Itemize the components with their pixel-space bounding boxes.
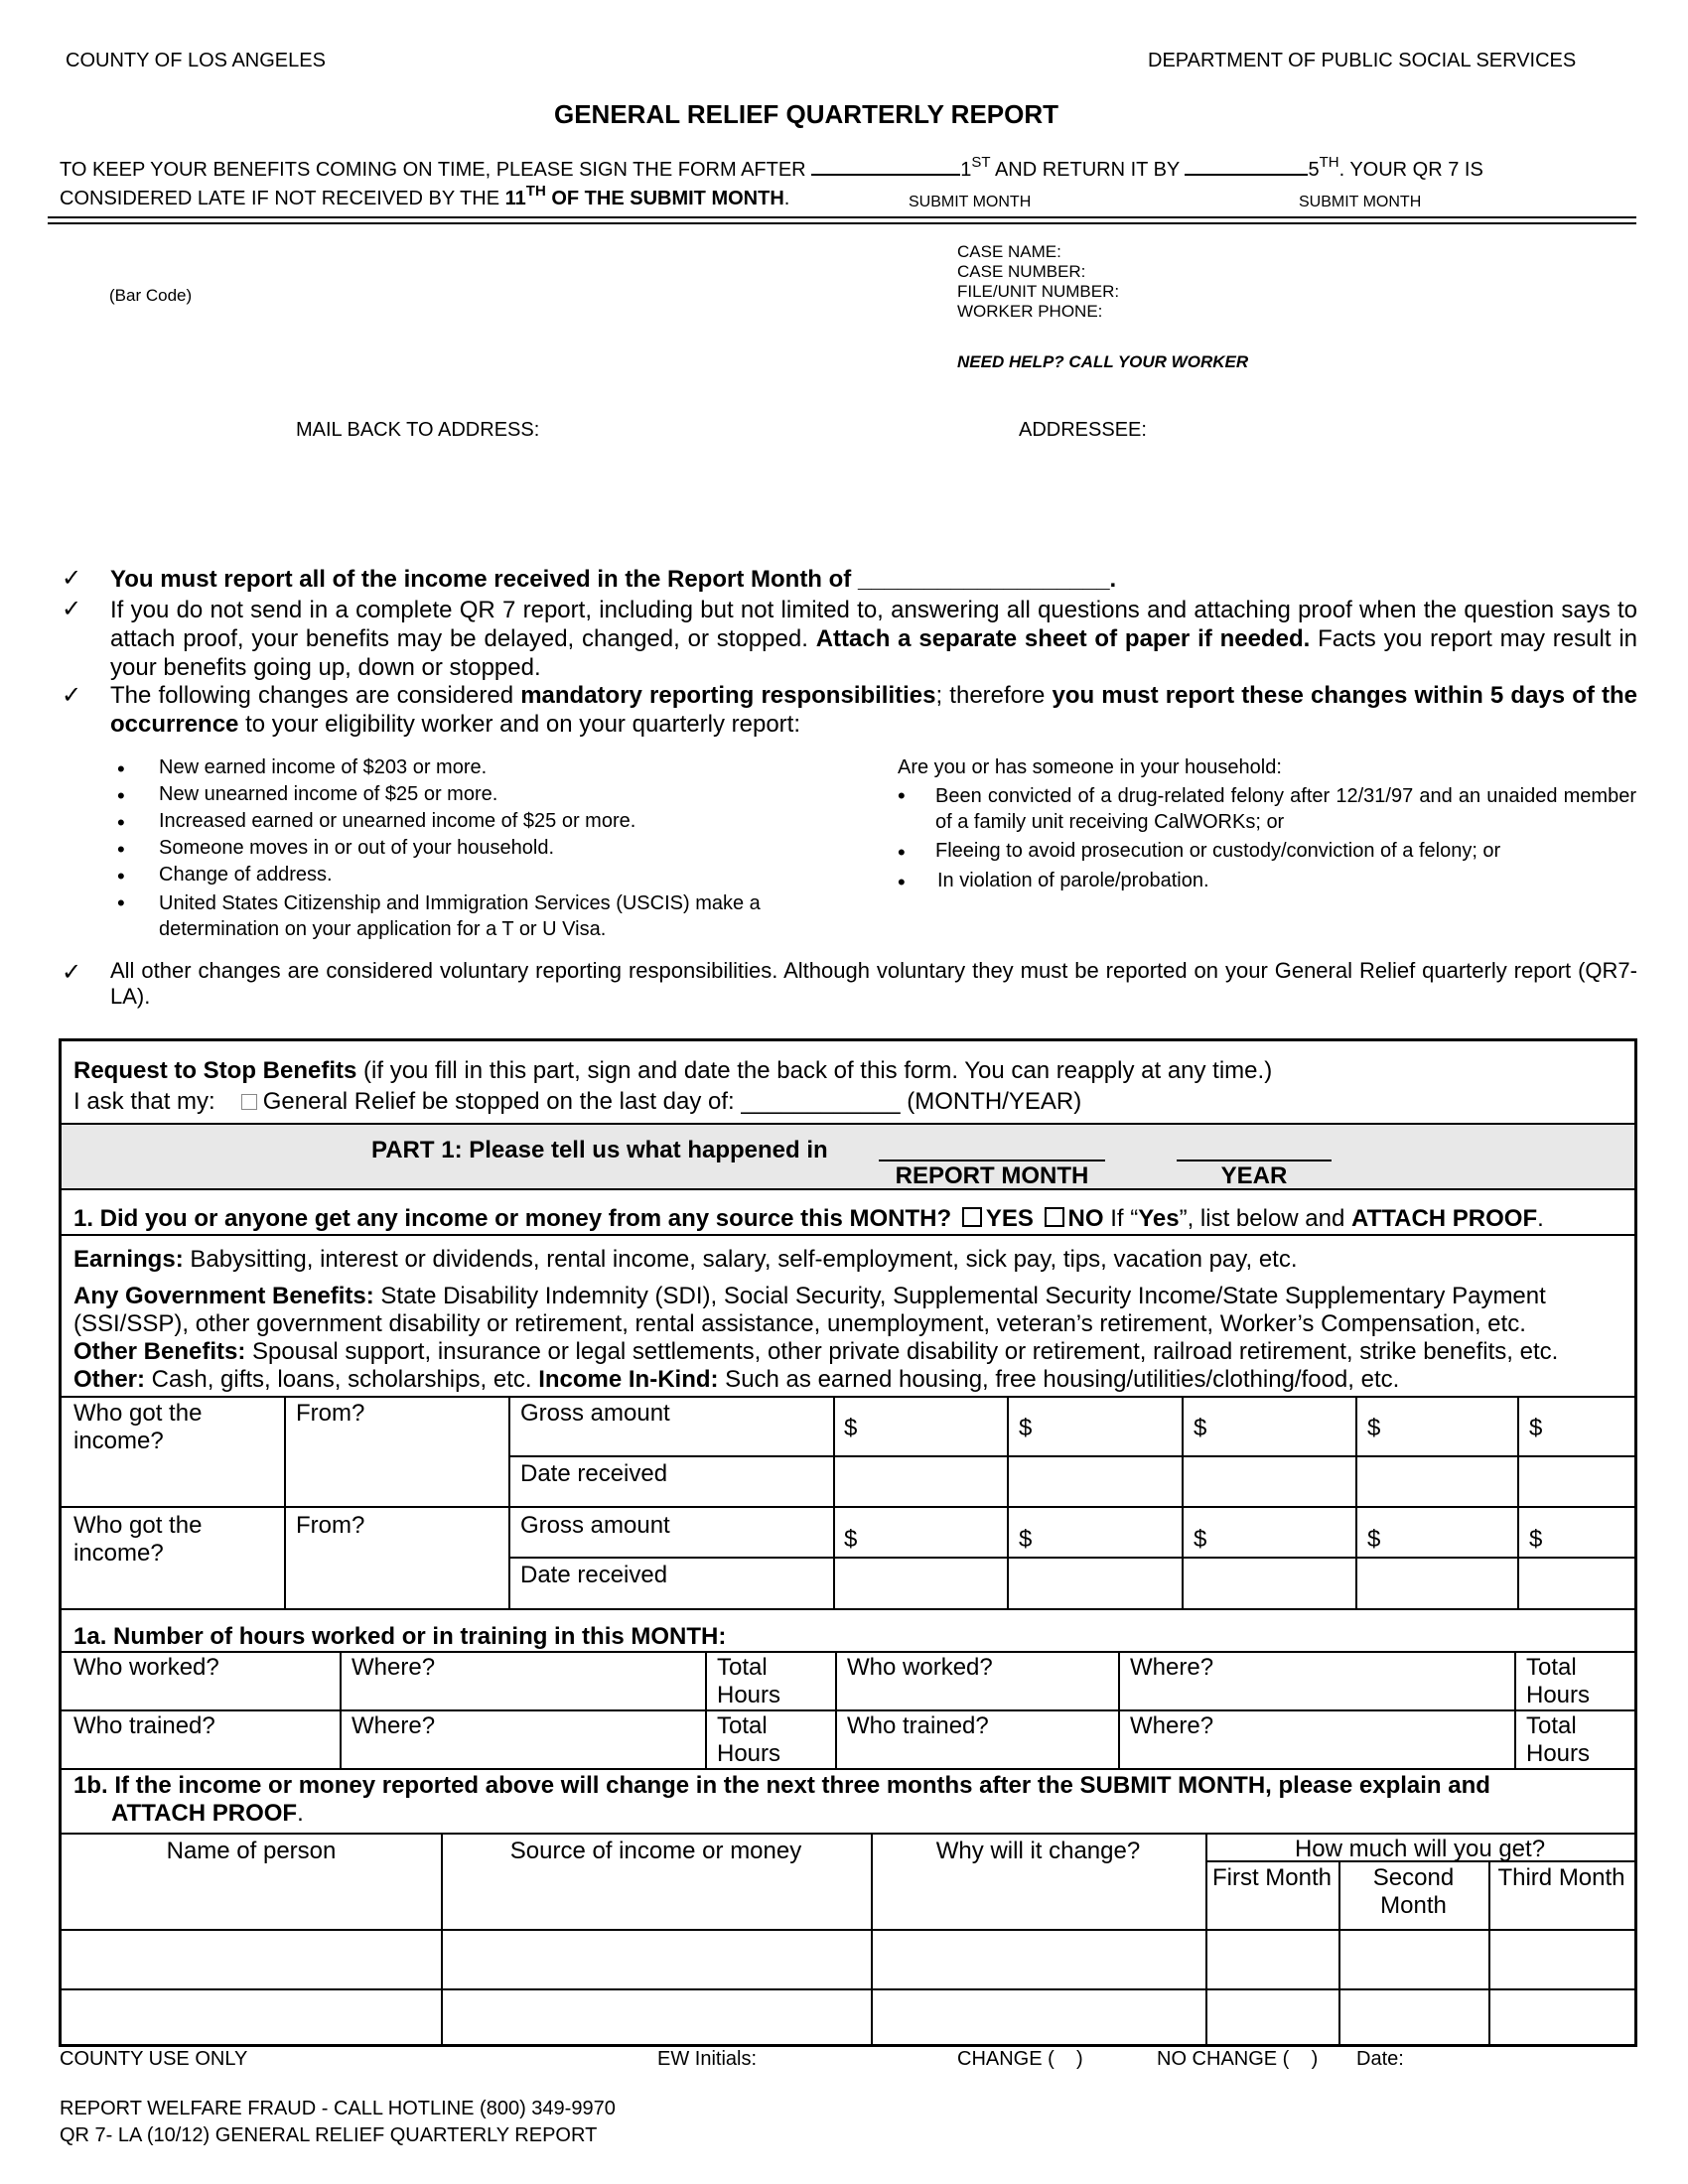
bar-code: (Bar Code): [109, 286, 193, 305]
third-month-header: Third Month: [1497, 1864, 1625, 1891]
dollar-sign[interactable]: $: [1019, 1415, 1033, 1441]
worker-phone-label: WORKER PHONE:: [957, 302, 1103, 321]
check-icon: ✓: [62, 682, 82, 709]
bullet-icon: •: [117, 837, 125, 862]
dollar-sign[interactable]: $: [1529, 1526, 1543, 1553]
question-1b: 1b. If the income or money reported above will change in the next three months after the SUBMIT MONTH, please explain and: [73, 1772, 1490, 1799]
total-hours-label: Total Hours: [1526, 1654, 1591, 1708]
submit-month-label-1: SUBMIT MONTH: [909, 194, 1032, 210]
first-month-header: First Month: [1211, 1864, 1333, 1891]
submit-month-label-2: SUBMIT MONTH: [1299, 194, 1422, 210]
date-received-label: Date received: [520, 1460, 668, 1487]
no-checkbox[interactable]: [1045, 1207, 1064, 1227]
dollar-sign[interactable]: $: [844, 1526, 858, 1553]
stop-benefits-request: I ask that my: General Relief be stopped on the last day of: ____________ (MONTH/YEAR): [73, 1088, 1082, 1115]
dollar-sign[interactable]: $: [1367, 1526, 1381, 1553]
source-header: Source of income or money: [509, 1838, 802, 1864]
keep-line: TO KEEP YOUR BENEFITS COMING ON TIME, PLEASE SIGN THE FORM AFTER 1ST AND RETURN IT BY 5TH. YOUR QR 7 IS: [60, 154, 1483, 181]
list-item: In violation of parole/probation.: [937, 870, 1209, 891]
no-change-checkbox[interactable]: NO CHANGE ( ): [1157, 2048, 1319, 2070]
check-icon: ✓: [62, 596, 82, 622]
who-trained-label: Who trained?: [847, 1712, 989, 1739]
page-title: GENERAL RELIEF QUARTERLY REPORT: [553, 99, 1059, 129]
form-id: QR 7- LA (10/12) GENERAL RELIEF QUARTERLY REPORT: [60, 2124, 598, 2146]
report-month-line[interactable]: [879, 1160, 1105, 1161]
earnings-text: Earnings: Babysitting, interest or dividends, rental income, salary, self-employment, sick pay, tips, vacation pay, etc.: [73, 1246, 1298, 1273]
total-hours-label: Total Hours: [717, 1712, 781, 1767]
government-benefits-text: Any Government Benefits: State Disability Indemnity (SDI), Social Security, Supplemental Security Income/State Supplementary Payment (SSI/SSP), other government disability or retirement, rental assistance, unemployment, veteran’s retirement, Worker’s Compensation, etc.: [73, 1283, 1546, 1337]
check-icon: ✓: [62, 959, 82, 986]
list-item: New unearned income of $25 or more.: [159, 783, 498, 805]
ew-initials-label: EW Initials:: [657, 2048, 758, 2070]
addressee-label: ADDRESSEE:: [1019, 419, 1147, 441]
dollar-sign[interactable]: $: [1529, 1415, 1543, 1441]
stop-benefits-checkbox[interactable]: [241, 1094, 257, 1110]
where-label: Where?: [352, 1654, 436, 1681]
gross-amount-label: Gross amount: [520, 1512, 670, 1539]
from-label: From?: [296, 1512, 365, 1539]
question-1b-proof: ATTACH PROOF.: [111, 1800, 304, 1827]
total-hours-label: Total Hours: [1526, 1712, 1591, 1767]
file-unit-label: FILE/UNIT NUMBER:: [957, 282, 1120, 301]
report-month-label: REPORT MONTH: [895, 1162, 1089, 1189]
case-name-label: CASE NAME:: [957, 242, 1061, 261]
list-item: Been convicted of a drug-related felony after 12/31/97 and an unaided member of a family unit receiving CalWORKs; or: [935, 785, 1636, 833]
dollar-sign[interactable]: $: [844, 1415, 858, 1441]
total-hours-label: Total Hours: [717, 1654, 781, 1708]
list-item: Change of address.: [159, 864, 333, 886]
list-item: United States Citizenship and Immigration Services (USCIS) make a determination on your application for a T or U Visa.: [159, 892, 761, 940]
household-question: Are you or has someone in your household:: [898, 756, 1282, 778]
dollar-sign[interactable]: $: [1194, 1415, 1207, 1441]
dollar-sign[interactable]: $: [1367, 1415, 1381, 1441]
other-benefits-text: Other Benefits: Spousal support, insurance or legal settlements, other private disability or retirement, railroad retirement, strike benefits, etc.: [73, 1338, 1559, 1365]
year-label: YEAR: [1220, 1162, 1288, 1189]
who-got-income-label: Who got the income?: [73, 1400, 203, 1454]
instruction-report-month: You must report all of the income received in the Report Month of ___________________.: [110, 566, 1117, 593]
part1-title: PART 1: Please tell us what happened in: [371, 1137, 828, 1163]
case-number-label: CASE NUMBER:: [957, 262, 1086, 281]
list-item: Fleeing to avoid prosecution or custody/conviction of a felony; or: [935, 840, 1501, 862]
who-worked-label: Who worked?: [847, 1654, 993, 1681]
dollar-sign[interactable]: $: [1019, 1526, 1033, 1553]
bullet-icon: •: [117, 756, 125, 781]
header-rule-top: [48, 216, 1636, 218]
date-label: Date:: [1356, 2048, 1404, 2070]
stop-benefits-text: Request to Stop Benefits (if you fill in this part, sign and date the back of this form. You can reapply at any time.): [73, 1057, 1273, 1084]
date-received-label: Date received: [520, 1562, 668, 1588]
department-name: DEPARTMENT OF PUBLIC SOCIAL SERVICES: [1148, 50, 1577, 71]
list-item: New earned income of $203 or more.: [159, 756, 488, 778]
who-got-income-label: Who got the income?: [73, 1512, 203, 1567]
how-much-header: How much will you get?: [1294, 1836, 1546, 1862]
year-line[interactable]: [1177, 1160, 1332, 1161]
bullet-icon: •: [898, 840, 906, 865]
where-label: Where?: [1130, 1712, 1214, 1739]
county-name: COUNTY OF LOS ANGELES: [66, 50, 326, 71]
bullet-icon: •: [117, 890, 125, 915]
bullet-icon: •: [898, 783, 906, 808]
from-label: From?: [296, 1400, 365, 1427]
bullet-icon: •: [117, 810, 125, 835]
late-line: CONSIDERED LATE IF NOT RECEIVED BY THE 11TH OF THE SUBMIT MONTH.: [60, 183, 790, 209]
question-1a: 1a. Number of hours worked or in training in this MONTH:: [73, 1623, 727, 1650]
other-income-text: Other: Cash, gifts, loans, scholarships, etc. Income In-Kind: Such as earned housing, free housing/utilities/clothing/food, etc.: [73, 1366, 1400, 1393]
bullet-icon: •: [117, 783, 125, 808]
instruction-complete-report: If you do not send in a complete QR 7 report, including but not limited to, answering all questions and attaching proof when the question says to attach proof, your benefits may be delayed, changed, or stopped. Attach a separate sheet of paper if needed. Facts you report may result in your benefits going up, down or stopped.: [110, 597, 1638, 681]
check-icon: ✓: [62, 565, 82, 592]
who-trained-label: Who trained?: [73, 1712, 215, 1739]
list-item: Someone moves in or out of your household.: [159, 837, 555, 859]
who-worked-label: Who worked?: [73, 1654, 219, 1681]
mail-back-label: MAIL BACK TO ADDRESS:: [296, 419, 540, 441]
why-change-header: Why will it change?: [935, 1838, 1141, 1864]
need-help: NEED HELP? CALL YOUR WORKER: [957, 352, 1249, 371]
second-month-header: Second Month: [1372, 1864, 1455, 1919]
instruction-voluntary: All other changes are considered voluntary reporting responsibilities. Although voluntary they must be reported on your General Relief quarterly report (QR7-LA).: [110, 958, 1637, 1009]
header-rule-bottom: [48, 222, 1636, 224]
list-item: Increased earned or unearned income of $25 or more.: [159, 810, 636, 832]
gross-amount-label: Gross amount: [520, 1400, 670, 1427]
name-of-person-header: Name of person: [166, 1838, 337, 1864]
dollar-sign[interactable]: $: [1194, 1526, 1207, 1553]
fraud-hotline: REPORT WELFARE FRAUD - CALL HOTLINE (800) 349-9970: [60, 2098, 616, 2119]
part1-header: [62, 1125, 1634, 1188]
where-label: Where?: [1130, 1654, 1214, 1681]
report-form: [59, 1038, 1637, 2047]
bullet-icon: •: [898, 870, 906, 894]
where-label: Where?: [352, 1712, 436, 1739]
county-use-only: COUNTY USE ONLY: [60, 2048, 248, 2070]
case-info: [957, 242, 1119, 322]
question-1: 1. Did you or anyone get any income or money from any source this MONTH? YES NO If “Yes”, list below and ATTACH PROOF.: [73, 1205, 1544, 1232]
change-checkbox[interactable]: CHANGE ( ): [957, 2048, 1083, 2070]
yes-checkbox[interactable]: [962, 1207, 982, 1227]
instruction-mandatory: The following changes are considered mandatory reporting responsibilities; therefore you must report these changes within 5 days of the occurrence to your eligibility worker and on your quarterly report:: [110, 682, 1637, 738]
bullet-icon: •: [117, 864, 125, 888]
